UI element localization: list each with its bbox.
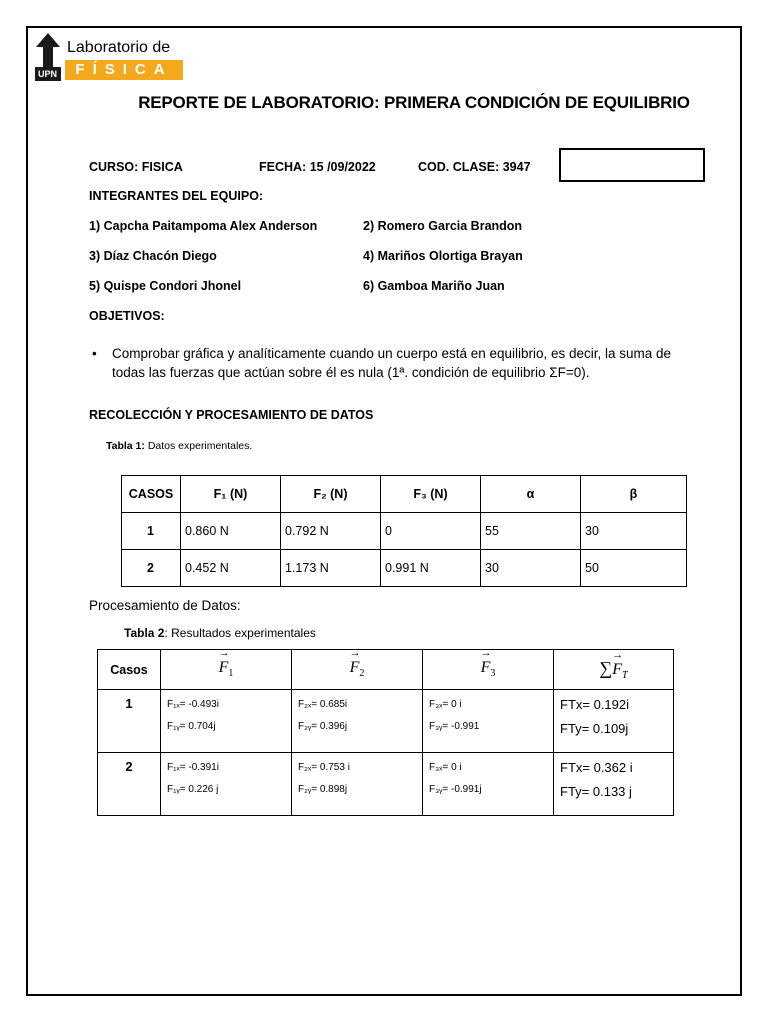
table-cell: 1.173 N [281,550,381,587]
table-cell: 30 [581,513,687,550]
table-cell: 0 [381,513,481,550]
table-header: α [481,476,581,513]
table-header: → $F_3$ [423,650,554,690]
table-header-row [98,650,674,690]
logo-fisica: FÍSICA [65,60,183,80]
table-cell: F₂ₓ= 0.685i F₂ᵧ= 0.396j [292,690,423,753]
table-row [98,690,674,753]
table-cell: 1 [98,690,161,753]
table-cell: 0.452 N [181,550,281,587]
member-4: 4) Mariños Olortiga Brayan [363,249,523,263]
member-3: 3) Díaz Chacón Diego [89,249,217,263]
table-header: CASOS [122,476,181,513]
report-title: REPORTE DE LABORATORIO: PRIMERA CONDICIÓN DE EQUILIBRIO [138,93,690,112]
integrantes-label: INTEGRANTES DEL EQUIPO: [89,189,264,203]
member-6: 6) Gamboa Mariño Juan [363,279,505,293]
fecha-label: FECHA: 15 /09/2022 [259,160,376,174]
table-cell: F₁ₓ= -0.493i F₁ᵧ= 0.704j [161,690,292,753]
table-header: F₁ (N) [181,476,281,513]
table-cell: 0.792 N [281,513,381,550]
logo-text: Laboratorio de [67,39,171,56]
table-header: Casos [98,650,161,690]
table-header: → $F_1$ [161,650,292,690]
tabla1-caption: Tabla 1: Datos experimentales. [106,440,253,452]
cod-clase-label: COD. CLASE: 3947 [418,160,531,174]
objetivos-label: OBJETIVOS: [89,309,165,323]
table-cell: 50 [581,550,687,587]
table-cell: 0.860 N [181,513,281,550]
empty-grade-box [559,148,705,182]
table-cell: 30 [481,550,581,587]
table-cell: F₂ₓ= 0.753 i F₂ᵧ= 0.898j [292,753,423,816]
upn-badge: UPN [38,69,58,79]
objetivo-text: Comprobar gráfica y analíticamente cuando un cuerpo está en equilibrio, es decir, la suma de todas las fuerzas que actúan sobre él es nula (1ª. condición de equilibrio ΣF=0). [112,346,672,380]
curso-label: CURSO: FISICA [89,160,183,174]
member-1: 1) Capcha Paitampoma Alex Anderson [89,219,318,233]
recoleccion-heading: RECOLECCIÓN Y PROCESAMIENTO DE DATOS [89,408,374,422]
table-cell: 2 [122,550,181,587]
member-5: 5) Quispe Condori Jhonel [89,279,242,293]
table-header: β [581,476,687,513]
table-cell: FTx= 0.362 i FTy= 0.133 j [554,753,674,816]
table-row [98,753,674,816]
table-header: F₂ (N) [281,476,381,513]
tabla2 [97,649,674,816]
tabla2-caption: Tabla 2: Resultados experimentales [124,626,316,640]
table-cell: F₃ₓ= 0 i F₃ᵧ= -0.991 [423,690,554,753]
member-2: 2) Romero Garcia Brandon [363,219,523,233]
table-cell: FTx= 0.192i FTy= 0.109j [554,690,674,753]
table-cell: 1 [122,513,181,550]
table-cell: 0.991 N [381,550,481,587]
table-cell: 55 [481,513,581,550]
table-header: → $F_2$ [292,650,423,690]
tabla1 [121,475,687,587]
table-cell: F₃ₓ= 0 i F₃ᵧ= -0.991j [423,753,554,816]
table-header: ∑→ $F_T$ [554,650,674,690]
table-header: F₃ (N) [381,476,481,513]
table-row [122,513,687,550]
table-row [122,550,687,587]
table-header-row [122,476,687,513]
upn-logo [35,33,195,83]
table-cell: 2 [98,753,161,816]
procesamiento-label: Procesamiento de Datos: [89,598,241,613]
bullet-icon: • [92,346,97,361]
table-cell: F₁ₓ= -0.391i F₁ᵧ= 0.226 j [161,753,292,816]
